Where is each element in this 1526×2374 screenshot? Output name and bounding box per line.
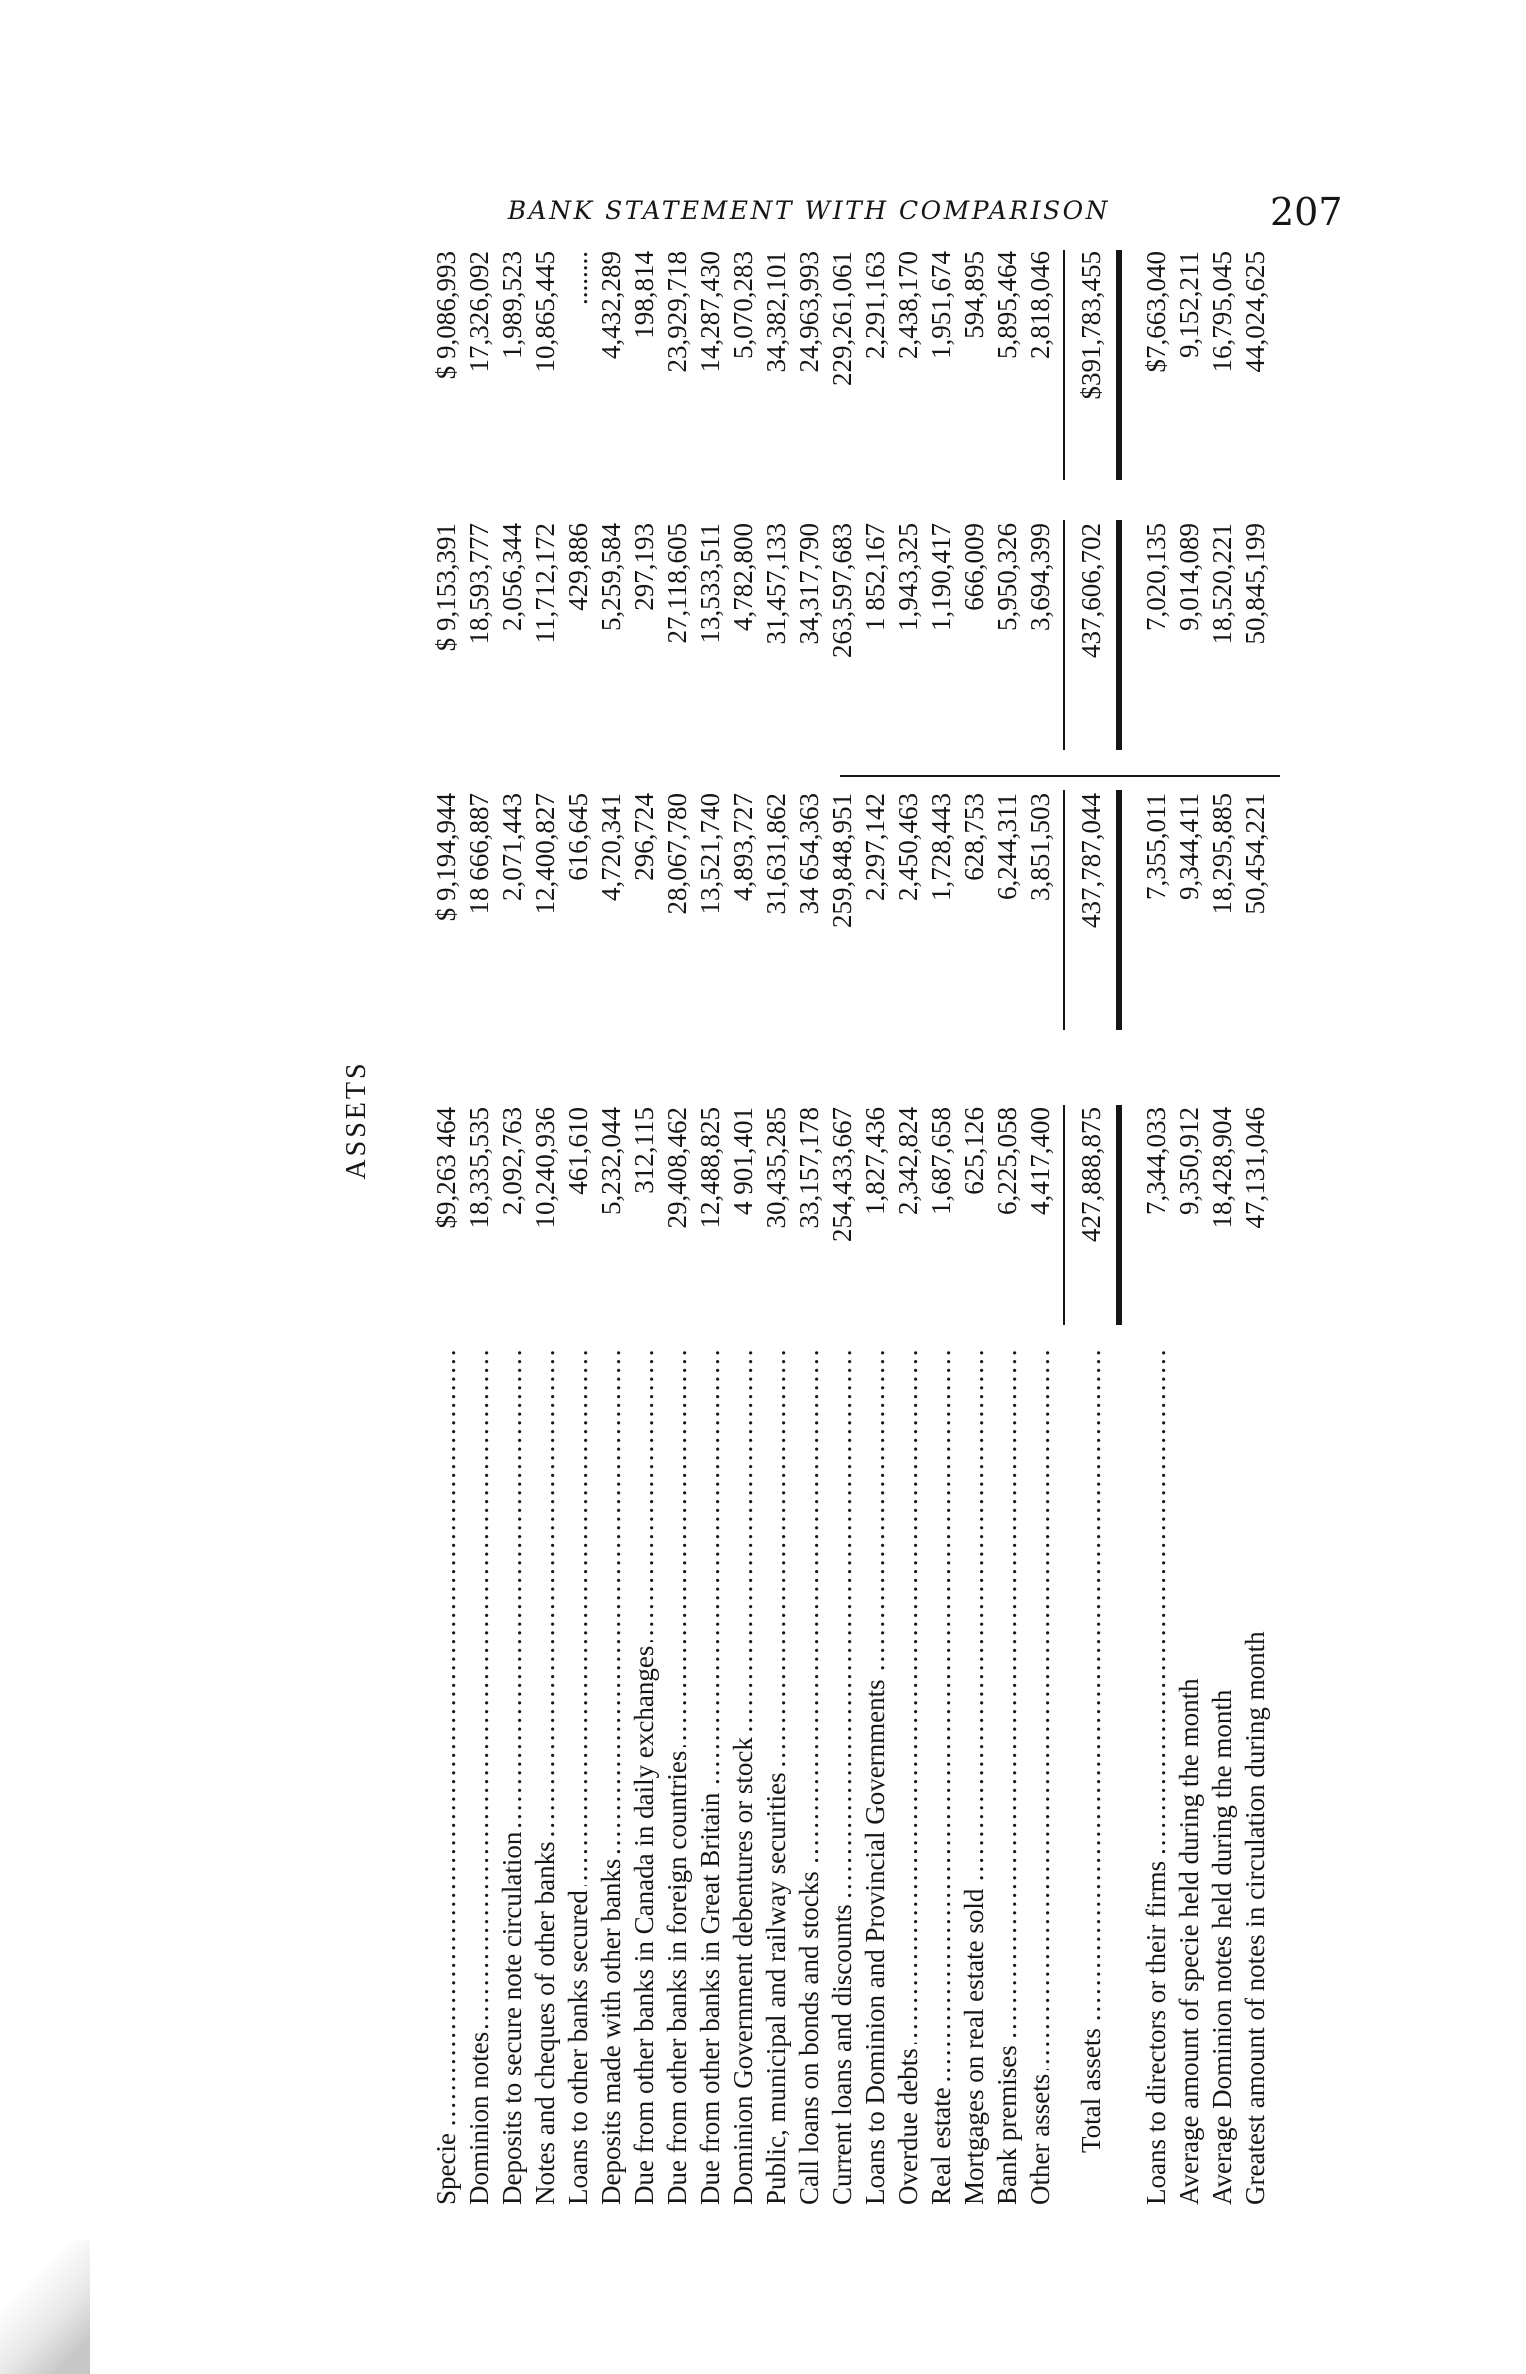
page-number: 207	[1270, 190, 1343, 234]
value-col-2: 18,295,885	[1207, 793, 1237, 915]
value-col-4: ........	[563, 251, 593, 305]
value-col-1: 33,157,178	[794, 1107, 824, 1229]
value-col-2: 13,521,740	[695, 793, 725, 915]
value-col-2: 34 654,363	[794, 793, 824, 915]
table-row	[463, 251, 496, 2205]
value-col-2: 50,454,221	[1240, 793, 1270, 915]
value-col-1: 10,240,936	[530, 1107, 560, 1229]
value-col-2: 4,893,727	[728, 793, 758, 901]
row-label: Due from other banks in Great Britain	[695, 1789, 725, 2205]
total-double-rule	[1116, 790, 1122, 1030]
row-label: Overdue debts	[893, 2044, 923, 2205]
value-col-4: 17,326,092	[464, 251, 494, 373]
value-col-3: 9,014,089	[1174, 523, 1204, 631]
value-col-1: 47,131,046	[1240, 1107, 1270, 1229]
value-col-4: 5,895,464	[992, 251, 1022, 359]
value-col-2: 6,244,311	[992, 793, 1022, 900]
assets-table	[340, 251, 1270, 2205]
memo-rows	[1140, 251, 1272, 2205]
total-double-rule	[1116, 250, 1122, 480]
subtotal-rule	[1063, 1105, 1065, 1325]
value-col-2: 9,344,411	[1174, 793, 1204, 900]
value-col-3: 429,886	[563, 523, 593, 611]
row-label: Call loans on bonds and stocks	[794, 1867, 824, 2205]
value-col-1: 9,350,912	[1174, 1107, 1204, 1215]
value-col-4: 2,291,163	[860, 251, 890, 359]
value-col-2: 4,720,341	[596, 793, 626, 901]
row-label: Deposits to secure note circulation	[497, 1828, 527, 2205]
value-col-2: 18 666,887	[464, 793, 494, 915]
value-col-1: 461,610	[563, 1107, 593, 1195]
value-col-3: 5,259,584	[596, 523, 626, 631]
value-col-2: 7,355,011	[1141, 793, 1171, 900]
row-label: Average amount of specie held during the month	[1174, 1674, 1204, 2205]
table-row	[793, 251, 826, 2205]
value-col-2: $ 9,194,944	[431, 793, 461, 922]
value-col-2: 259,848,951	[827, 793, 857, 928]
value-col-4: 2,818,046	[1025, 251, 1055, 359]
table-row	[562, 251, 595, 2205]
total-label: Total assets	[1076, 2024, 1106, 2205]
row-label: Greatest amount of notes in circulation during month	[1240, 1627, 1270, 2205]
value-col-2: 12,400,827	[530, 793, 560, 915]
table-row	[529, 251, 562, 2205]
table-row	[430, 251, 463, 2205]
value-col-2: 1,728,443	[926, 793, 956, 901]
value-col-3: $ 9,153,391	[431, 523, 461, 652]
table-row	[661, 251, 694, 2205]
row-label: Deposits made with other banks	[596, 1855, 626, 2205]
table-row	[760, 251, 793, 2205]
row-label: Dominion Government debentures or stock	[728, 1733, 758, 2205]
subtotal-rule	[1063, 250, 1065, 480]
value-col-3: 3,694,399	[1025, 523, 1055, 631]
table-row	[628, 251, 661, 2205]
value-col-1: 4,417,400	[1025, 1107, 1055, 1215]
value-col-2: 31,631,862	[761, 793, 791, 915]
subtotal-rule	[1063, 790, 1065, 1030]
subtotal-rule	[1063, 520, 1065, 750]
total-col-4: $391,783,455	[1076, 251, 1106, 400]
value-col-3: 1,943,325	[893, 523, 923, 631]
value-col-1: 1,687,658	[926, 1107, 956, 1215]
table-row	[892, 251, 925, 2205]
value-col-3: 1 852,167	[860, 523, 890, 631]
row-label: Notes and cheques of other banks	[530, 1837, 560, 2205]
row-label: Public, municipal and railway securities	[761, 1768, 791, 2205]
row-label: Dominion notes	[464, 2028, 494, 2205]
value-col-1: 6,225,058	[992, 1107, 1022, 1215]
value-col-4: 594,895	[959, 251, 989, 339]
value-col-3: 18,520,221	[1207, 523, 1237, 645]
value-col-1: 5,232,044	[596, 1107, 626, 1215]
value-col-4: 24,963,993	[794, 251, 824, 373]
total-double-rule	[1116, 520, 1122, 750]
value-col-4: 16,795,045	[1207, 251, 1237, 373]
value-col-1: 7,344,033	[1141, 1107, 1171, 1215]
value-col-3: 13,533,511	[695, 523, 725, 644]
value-col-1: 18,335,535	[464, 1107, 494, 1229]
table-row	[859, 251, 892, 2205]
value-col-2: 616,645	[563, 793, 593, 881]
value-col-3: 4,782,800	[728, 523, 758, 631]
value-col-4: 2,438,170	[893, 251, 923, 359]
row-label: Current loans and discounts	[827, 1900, 857, 2205]
value-col-3: 7,020,135	[1141, 523, 1171, 631]
total-double-rule	[1116, 1105, 1122, 1325]
table-row	[1239, 251, 1272, 2205]
value-col-3: 34,317,790	[794, 523, 824, 645]
value-col-4: 14,287,430	[695, 251, 725, 373]
value-col-1: 30,435,285	[761, 1107, 791, 1229]
value-col-2: 296,724	[629, 793, 659, 881]
value-col-3: 11,712,172	[530, 523, 560, 644]
value-col-3: 2,056,344	[497, 523, 527, 631]
table-row	[595, 251, 628, 2205]
value-col-4: 34,382,101	[761, 251, 791, 373]
value-col-4: 5,070,283	[728, 251, 758, 359]
value-col-2: 2,297,142	[860, 793, 890, 901]
value-col-3: 1,190,417	[926, 523, 956, 631]
value-col-2: 3,851,503	[1025, 793, 1055, 901]
table-row	[958, 251, 991, 2205]
table-row	[991, 251, 1024, 2205]
value-col-4: 1,951,674	[926, 251, 956, 359]
value-col-4: 23,929,718	[662, 251, 692, 373]
value-col-1: 2,342,824	[893, 1107, 923, 1215]
row-label: Real estate	[926, 2083, 956, 2205]
table-body	[430, 251, 1057, 2205]
total-col-3: 437,606,702	[1076, 523, 1106, 658]
running-title: BANK STATEMENT WITH COMPARISON	[507, 196, 1110, 225]
value-col-3: 297,193	[629, 523, 659, 611]
value-col-1: 12,488,825	[695, 1107, 725, 1229]
value-col-4: 229,261,061	[827, 251, 857, 386]
value-col-4: 44,024,625	[1240, 251, 1270, 373]
table-row	[694, 251, 727, 2205]
value-col-4: 9,152,211	[1174, 251, 1204, 358]
value-col-4: 10,865,445	[530, 251, 560, 373]
row-label: Average Dominion notes held during the month	[1207, 1686, 1237, 2205]
value-col-1: $9,263 464	[431, 1107, 461, 1229]
value-col-3: 27,118,605	[662, 523, 692, 644]
value-col-3: 18,593,777	[464, 523, 494, 645]
total-col-2: 437,787,044	[1076, 793, 1106, 928]
value-col-4: 1,989,523	[497, 251, 527, 359]
value-col-1: 2,092,763	[497, 1107, 527, 1215]
section-title: ASSETS	[341, 1060, 372, 1180]
value-col-3: 666,009	[959, 523, 989, 611]
value-col-2: 2,071,443	[497, 793, 527, 901]
table-row	[826, 251, 859, 2205]
table-row	[496, 251, 529, 2205]
row-label: Loans to Dominion and Provincial Governments	[860, 1675, 890, 2205]
row-label: Due from other banks in foreign countries	[662, 1747, 692, 2205]
value-col-1: 254,433,667	[827, 1107, 857, 1242]
value-col-1: 1,827,436	[860, 1107, 890, 1215]
value-col-1: 29,408,462	[662, 1107, 692, 1229]
table-row	[727, 251, 760, 2205]
value-col-1: 312,115	[629, 1107, 659, 1194]
value-col-1: 18,428,904	[1207, 1107, 1237, 1229]
value-col-2: 2,450,463	[893, 793, 923, 901]
value-col-3: 263,597,683	[827, 523, 857, 658]
value-col-2: 28,067,780	[662, 793, 692, 915]
value-col-4: 198,814	[629, 251, 659, 339]
value-col-3: 31,457,133	[761, 523, 791, 645]
table-row	[1140, 251, 1173, 2205]
table-row	[1024, 251, 1057, 2205]
table-row	[1206, 251, 1239, 2205]
value-col-2: 628,753	[959, 793, 989, 881]
value-col-3: 50,845,199	[1240, 523, 1270, 645]
table-row	[1173, 251, 1206, 2205]
value-col-1: 4 901,401	[728, 1107, 758, 1215]
total-col-1: 427,888,875	[1076, 1107, 1106, 1242]
row-label: Mortgages on real estate sold	[959, 1885, 989, 2205]
total-row	[1075, 251, 1108, 2205]
value-col-4: $7,663,040	[1141, 251, 1171, 373]
value-col-4: 4,432,289	[596, 251, 626, 359]
table-row	[925, 251, 958, 2205]
row-label: Other assets	[1025, 2070, 1055, 2205]
row-label: Loans to directors or their firms	[1141, 1857, 1171, 2205]
scan-smudge	[0, 2240, 90, 2374]
value-col-1: 625,126	[959, 1107, 989, 1195]
row-label: Due from other banks in Canada in daily exchanges	[629, 1642, 659, 2205]
row-label: Specie	[431, 2129, 461, 2205]
row-label: Loans to other banks secured	[563, 1886, 593, 2205]
row-label: Bank premises	[992, 2041, 1022, 2205]
value-col-4: $ 9,086,993	[431, 251, 461, 380]
value-col-3: 5,950,326	[992, 523, 1022, 631]
